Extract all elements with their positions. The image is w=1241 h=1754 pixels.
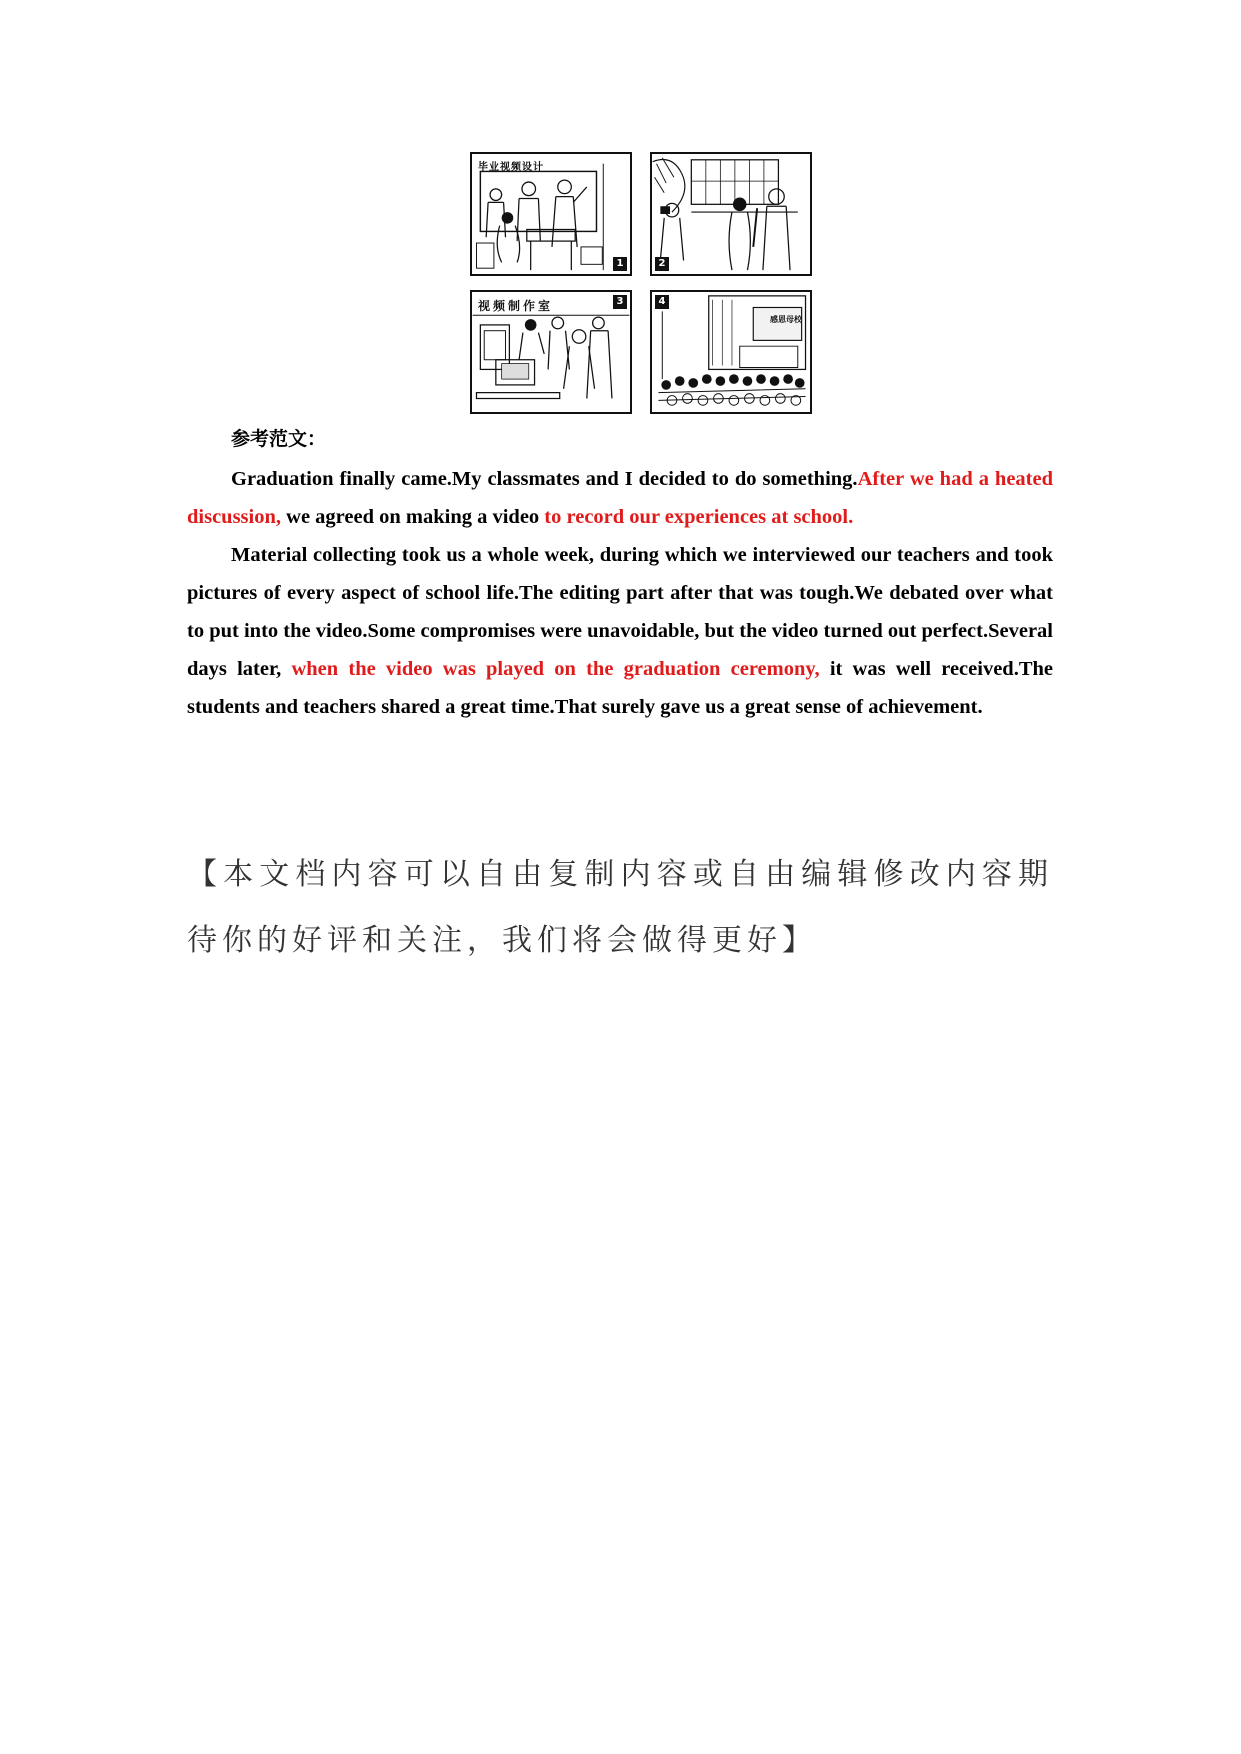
panel-caption: 毕业视频设计 (478, 162, 544, 173)
highlighted-text: After we had a heated discussion, (187, 468, 1053, 528)
essay-text: it was well received.The students and teachers shared a great time.That surely gave us a great sense of achievement. (187, 658, 1053, 718)
essay-text: Material collecting took us a whole week, during which we interviewed our teachers and took pictures of every aspect of school life.The editing part after that was tough.We debated over what to put into the video.Some compromises were unavoidable, but the video turned out perfect.Several days later, (187, 544, 1053, 680)
essay-text: we agreed on making a video (281, 506, 545, 528)
highlighted-text: to record our experiences at school. (544, 506, 854, 528)
panel-caption: 视频制作室 (478, 299, 554, 313)
panel-number-badge: 3 (613, 295, 627, 309)
highlighted-text: when the video was played on the graduation ceremony, (291, 658, 820, 680)
panel-number-badge: 4 (655, 295, 669, 309)
comic-panel-1 (470, 152, 632, 276)
document-notice: 【本文档内容可以自由复制内容或自由编辑修改内容期待你的好评和关注，我们将会做得更好】 (187, 857, 1053, 958)
panel-number-badge: 1 (613, 257, 627, 271)
comic-panel-4 (650, 290, 812, 414)
comic-strip (470, 152, 812, 410)
essay-paragraph-1 (187, 460, 1053, 536)
essay-paragraph-2 (187, 536, 1053, 726)
campus-interview-drawing (652, 154, 810, 274)
comic-panel-3 (470, 290, 632, 414)
essay-heading: 参考范文： (231, 428, 327, 450)
graduation-ceremony-drawing (652, 292, 810, 412)
panel-caption: 感恩母校 (770, 315, 802, 324)
essay-section (187, 422, 1053, 726)
comic-panel-2 (650, 152, 812, 276)
essay-text: Graduation finally came.My classmates and I decided to do something. (231, 468, 858, 490)
panel-number-badge: 2 (655, 257, 669, 271)
